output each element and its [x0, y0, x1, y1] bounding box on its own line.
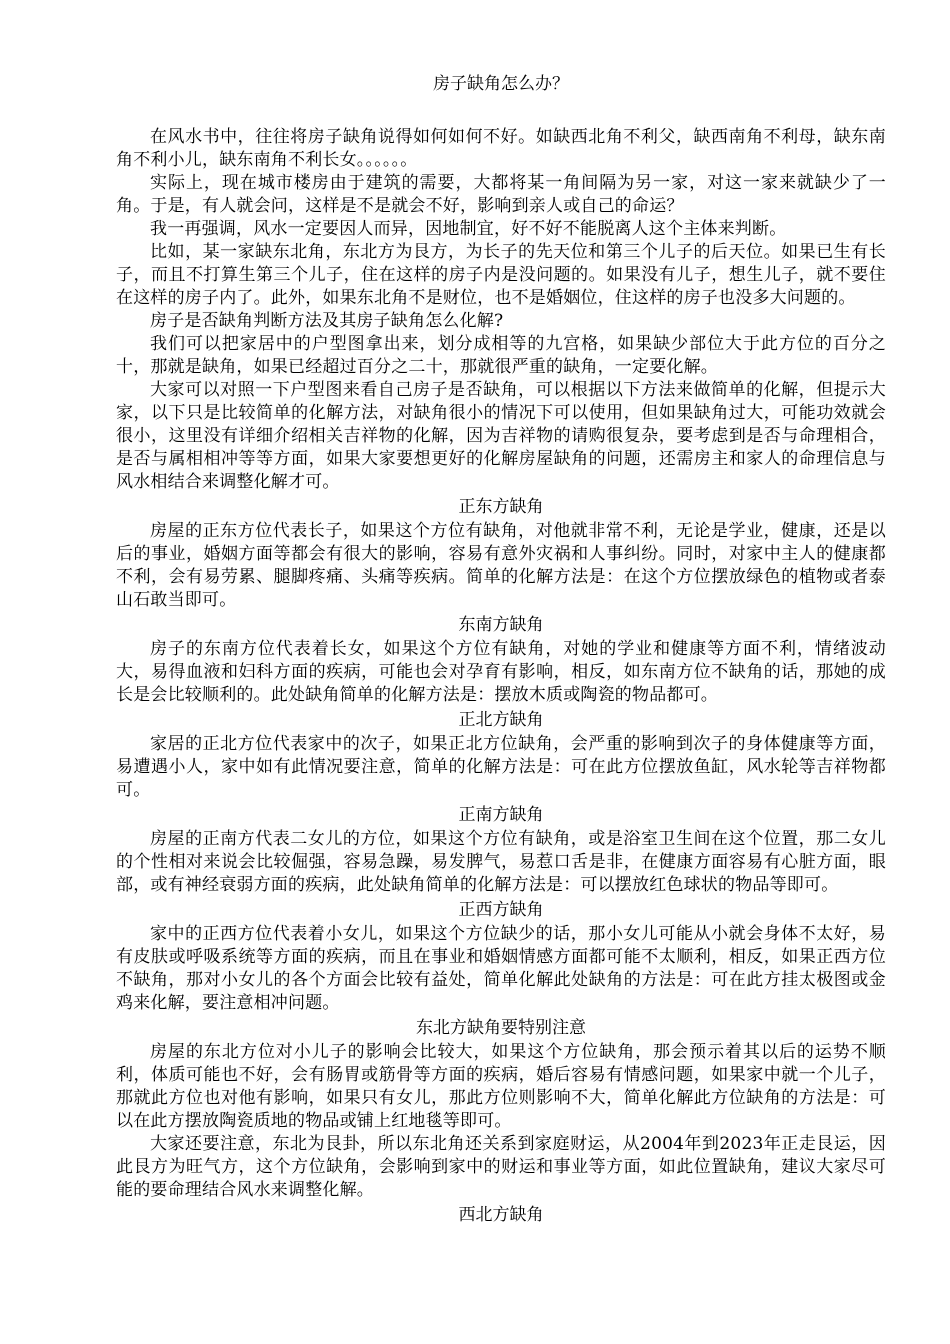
- section-south: [116, 802, 886, 897]
- section-heading: 正北方缺角: [458, 710, 544, 730]
- section-heading: 西北方缺角: [458, 1205, 544, 1225]
- intro-paragraph: 在风水书中，往往将房子缺角说得如何如何不好。如缺西北角不利父，缺西南角不利母，缺东南角不利小儿，缺东南角不利长女。。。。。。: [116, 127, 886, 170]
- intro-section: [116, 126, 886, 494]
- intro-paragraph: 我一再强调，风水一定要因人而异，因地制宜，好不好不能脱离人这个主体来判断。: [150, 219, 787, 239]
- section-southeast: [116, 612, 886, 707]
- section-heading: 正东方缺角: [458, 497, 544, 517]
- section-paragraph: 房屋的正南方代表二女儿的方位，如果这个方位有缺角，或是浴室卫生间在这个位置，那二女儿的个性相对来说会比较倔强，容易急躁，易发脾气，易惹口舌是非，在健康方面容易有心脏方面，眼部，或有神经衰弱方面的疾病，此处缺角简单的化解方法是：可以摆放红色球状的物品等即可。: [116, 829, 886, 895]
- intro-paragraph: 实际上，现在城市楼房由于建筑的需要，大都将某一角间隔为另一家，对这一家来就缺少了一角。于是，有人就会问，这样是不是就会不好，影响到亲人或自己的命运？: [116, 173, 886, 216]
- intro-paragraph: 比如，某一家缺东北角，东北方为艮方，为长子的先天位和第三个儿子的后天位。如果已生有长子，而且不打算生第三个儿子，住在这样的房子内是没问题的。如果没有儿子，想生儿子，就不要住在这样的房子内了。此外，如果东北角不是财位，也不是婚姻位，住这样的房子也没多大问题的。: [116, 242, 886, 308]
- section-northeast: [116, 1015, 886, 1202]
- section-northwest: [116, 1202, 886, 1228]
- section-heading: 东南方缺角: [458, 615, 544, 635]
- section-north: [116, 707, 886, 802]
- intro-paragraph: 我们可以把家居中的户型图拿出来，划分成相等的九宫格，如果缺少部位大于此方位的百分之十，那就是缺角，如果已经超过百分之二十，那就很严重的缺角，一定要化解。: [116, 334, 886, 377]
- document-title: 房子缺角怎么办？: [433, 74, 569, 94]
- section-heading: 正南方缺角: [458, 805, 544, 825]
- intro-paragraph: 大家可以对照一下户型图来看自己房子是否缺角，可以根据以下方法来做简单的化解，但提示大家，以下只是比较简单的化解方法，对缺角很小的情况下可以使用，但如果缺角过大，可能功效就会很小，这里没有详细介绍相关吉祥物的化解，因为吉祥物的请购很复杂，要考虑到是否与命理相合，是否与属相相冲等等方面，如果大家要想更好的化解房屋缺角的问题，还需房主和家人的命理信息与风水相结合来调整化解才可。: [116, 380, 886, 492]
- document-page: [116, 72, 886, 1228]
- section-paragraph: 房子的东南方位代表着长女，如果这个方位有缺角，对她的学业和健康等方面不利，情绪波动大，易得血液和妇科方面的疾病，可能也会对孕育有影响，相反，如东南方位不缺角的话，那她的成长是会比较顺利的。此处缺角简单的化解方法是：摆放木质或陶瓷的物品都可。: [116, 639, 886, 705]
- section-heading: 东北方缺角要特别注意: [416, 1018, 586, 1038]
- section-west: [116, 897, 886, 1015]
- section-paragraph: 房屋的东北方位对小儿子的影响会比较大，如果这个方位缺角，那会预示着其以后的运势不顺利，体质可能也不好，会有肠胃或筋骨等方面的疾病，婚后容易有情感问题，如果家中就一个儿子，那就此方位也对他有影响，如果只有女儿，那此方位则影响不大，简单化解此方位缺角的方法是：可以在此方摆放陶瓷质地的物品或铺上红地毯等即可。: [116, 1042, 886, 1131]
- intro-question: 房子是否缺角判断方法及其房子缺角怎么化解?: [150, 311, 504, 331]
- section-east: [116, 494, 886, 612]
- section-heading: 正西方缺角: [458, 900, 544, 920]
- section-paragraph: 家居的正北方位代表家中的次子，如果正北方位缺角，会严重的影响到次子的身体健康等方面，易遭遇小人，家中如有此情况要注意，简单的化解方法是：可在此方位摆放鱼缸，风水轮等吉祥物都可。: [116, 734, 886, 800]
- section-paragraph: 大家还要注意，东北为艮卦，所以东北角还关系到家庭财运，从2004年到2023年正走艮运，因此艮方为旺气方，这个方位缺角，会影响到家中的财运和事业等方面，如此位置缺角，建议大家尽可能的要命理结合风水来调整化解。: [116, 1134, 886, 1200]
- section-paragraph: 房屋的正东方位代表长子，如果这个方位有缺角，对他就非常不利，无论是学业，健康，还是以后的事业，婚姻方面等都会有很大的影响，容易有意外灾祸和人事纠纷。同时，对家中主人的健康都不利，会有易劳累、腿脚疼痛、头痛等疾病。简单的化解方法是：在这个方位摆放绿色的植物或者泰山石敢当即可。: [116, 521, 886, 610]
- section-paragraph: 家中的正西方位代表着小女儿，如果这个方位缺少的话，那小女儿可能从小就会身体不太好，易有皮肤或呼吸系统等方面的疾病，而且在事业和婚姻情感方面都可能不太顺利，相反，如果正西方位不缺角，那对小女儿的各个方面会比较有益处，简单化解此处缺角的方法是：可在此方挂太极图或金鸡来化解，要注意相冲问题。: [116, 924, 886, 1013]
